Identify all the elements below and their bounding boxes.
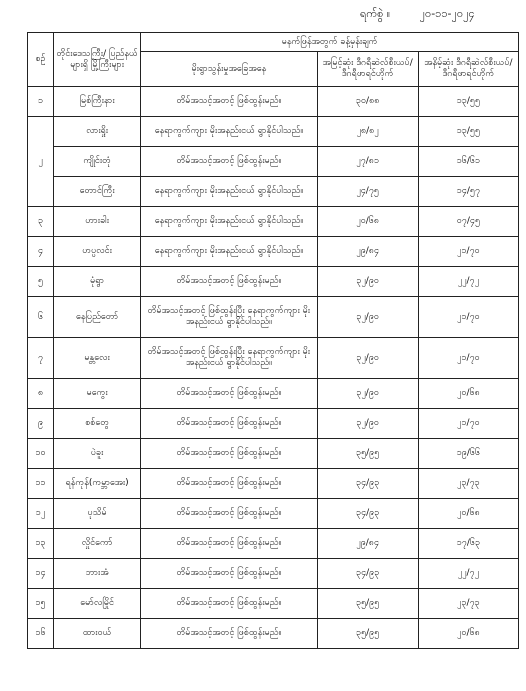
min-temp-cell: ၂၀/၆၈	[418, 619, 518, 649]
rain-condition-cell: နေရာကွက်ကျား မိုးအနည်းငယ် ရွာနိုင်ပါသည်။	[141, 117, 317, 147]
max-temp-cell: ၃၄/၉၃	[317, 499, 418, 529]
serial-no-cell: ၉	[28, 409, 54, 439]
city-cell: မကွေး	[54, 379, 141, 409]
rain-condition-cell: တိမ်အသင့်အတင့် ဖြစ်ထွန်းမည်။	[141, 439, 317, 469]
max-temp-cell: ၃၅/၉၅	[317, 619, 418, 649]
max-temp-cell: ၃၅/၉၅	[317, 589, 418, 619]
date-line	[360, 7, 520, 23]
serial-no-cell: ၃	[28, 207, 54, 237]
serial-no-cell: ၂	[28, 117, 54, 207]
table-row	[28, 117, 519, 147]
serial-no-cell: ၈	[28, 379, 54, 409]
rain-condition-cell: တိမ်အသင့်အတင့် ဖြစ်ထွန်းမည်။	[141, 147, 317, 177]
date-value: ၂၀-၁၁-၂၀၂၄	[419, 7, 475, 20]
table-row	[28, 619, 519, 649]
table-row	[28, 499, 519, 529]
rain-condition-cell: တိမ်အသင့်အတင့် ဖြစ်ထွန်းမည်။	[141, 87, 317, 117]
table-row	[28, 469, 519, 499]
table-row	[28, 207, 519, 237]
rain-condition-cell: တိမ်အသင့်အတင့် ဖြစ်ထွန်းပြီး နေရာကွက်ကျား မိုးအနည်းငယ် ရွာနိုင်ပါသည်။	[141, 338, 317, 379]
header-max-temp: အမြင့်ဆုံး ဒီဂရီဆဲလ်စီးယပ်/ ဒီဂရီဖာရင်ဟိုက်	[317, 52, 418, 87]
header-serial-no: စဉ်	[28, 33, 54, 87]
rain-condition-cell: တိမ်အသင့်အတင့် ဖြစ်ထွန်းမည်။	[141, 469, 317, 499]
table-row	[28, 529, 519, 559]
serial-no-cell: ၇	[28, 338, 54, 379]
header-rain-condition: မိုးရွာသွန်းမှုအခြေအနေ	[141, 52, 317, 87]
max-temp-cell: ၂၉/၈၄	[317, 529, 418, 559]
min-temp-cell: ၁၄/၅၇	[418, 177, 518, 207]
max-temp-cell: ၂၇/၈၁	[317, 147, 418, 177]
min-temp-cell: ၁၃/၅၅	[418, 87, 518, 117]
max-temp-cell: ၃၂/၉၀	[317, 297, 418, 338]
serial-no-cell: ၁၅	[28, 589, 54, 619]
max-temp-cell: ၂၈/၈၂	[317, 117, 418, 147]
city-cell: မော်လမြိုင်	[54, 589, 141, 619]
city-cell: မုံရွာ	[54, 267, 141, 297]
header-forecast-group: မနက်ဖြန်အတွက် ခန့်မှန်းချက်	[141, 33, 519, 52]
max-temp-cell: ၃၀/၈၈	[317, 87, 418, 117]
table-row	[28, 177, 519, 207]
max-temp-cell: ၂၄/၇၅	[317, 177, 418, 207]
min-temp-cell: ၂၁/၇၀	[418, 237, 518, 267]
rain-condition-cell: တိမ်အသင့်အတင့် ဖြစ်ထွန်းမည်။	[141, 409, 317, 439]
serial-no-cell: ၅	[28, 267, 54, 297]
header-min-temp: အနိမ့်ဆုံး ဒီဂရီဆဲလ်စီးယပ်/ ဒီဂရီဖာရင်ဟိုက်	[418, 52, 518, 87]
min-temp-cell: ၂၁/၇၀	[418, 297, 518, 338]
date-label: ရက်စွဲ ။	[360, 7, 391, 20]
min-temp-cell: ၁၇/၆၃	[418, 529, 518, 559]
max-temp-cell: ၃၄/၉၃	[317, 469, 418, 499]
min-temp-cell: ၂၃/၇၃	[418, 589, 518, 619]
rain-condition-cell: နေရာကွက်ကျား မိုးအနည်းငယ် ရွာနိုင်ပါသည်။	[141, 177, 317, 207]
min-temp-cell: ၂၂/၇၂	[418, 559, 518, 589]
serial-no-cell: ၁	[28, 87, 54, 117]
rain-condition-cell: တိမ်အသင့်အတင့် ဖြစ်ထွန်းမည်။	[141, 529, 317, 559]
serial-no-cell: ၄	[28, 237, 54, 267]
max-temp-cell: ၂၀/၆၈	[317, 207, 418, 237]
city-cell: မန္တလေး	[54, 338, 141, 379]
header-city: တိုင်းဒေသကြီး/ ပြည်နယ်များရှိ မြို့ကြီးများ	[54, 33, 141, 87]
table-row	[28, 297, 519, 338]
max-temp-cell: ၃၂/၉၀	[317, 267, 418, 297]
city-cell: ရန်ကုန်(ကမ္ဘာအေး)	[54, 469, 141, 499]
table-row	[28, 237, 519, 267]
max-temp-cell: ၃၂/၉၀	[317, 379, 418, 409]
city-cell: ပဲခူး	[54, 439, 141, 469]
rain-condition-cell: တိမ်အသင့်အတင့် ဖြစ်ထွန်းမည်။	[141, 619, 317, 649]
rain-condition-cell: တိမ်အသင့်အတင့် ဖြစ်ထွန်းမည်။	[141, 499, 317, 529]
min-temp-cell: ၂၀/၆၈	[418, 379, 518, 409]
max-temp-cell: ၃၅/၉၅	[317, 439, 418, 469]
rain-condition-cell: တိမ်အသင့်အတင့် ဖြစ်ထွန်းမည်။	[141, 379, 317, 409]
serial-no-cell: ၁၁	[28, 469, 54, 499]
table-row	[28, 87, 519, 117]
table-row	[28, 379, 519, 409]
rain-condition-cell: တိမ်အသင့်အတင့် ဖြစ်ထွန်းပြီး နေရာကွက်ကျား မိုးအနည်းငယ် ရွာနိုင်ပါသည်။	[141, 297, 317, 338]
min-temp-cell: ၁၉/၆၆	[418, 439, 518, 469]
city-cell: ကျိုင်းတုံ	[54, 147, 141, 177]
serial-no-cell: ၆	[28, 297, 54, 338]
city-cell: လားရှိုး	[54, 117, 141, 147]
table-row	[28, 439, 519, 469]
table-row	[28, 147, 519, 177]
serial-no-cell: ၁၆	[28, 619, 54, 649]
city-cell: ဘားအံ	[54, 559, 141, 589]
city-cell: စစ်တွေ	[54, 409, 141, 439]
min-temp-cell: ၂၃/၇၃	[418, 469, 518, 499]
city-cell: မြစ်ကြီးနား	[54, 87, 141, 117]
min-temp-cell: ၁၆/၆၁	[418, 147, 518, 177]
rain-condition-cell: နေရာကွက်ကျား မိုးအနည်းငယ် ရွာနိုင်ပါသည်။	[141, 207, 317, 237]
city-cell: ထားဝယ်	[54, 619, 141, 649]
rain-condition-cell: နေရာကွက်ကျား မိုးအနည်းငယ် ရွာနိုင်ပါသည်။	[141, 237, 317, 267]
max-temp-cell: ၃၄/၉၃	[317, 559, 418, 589]
rain-condition-cell: တိမ်အသင့်အတင့် ဖြစ်ထွန်းမည်။	[141, 559, 317, 589]
min-temp-cell: ၂၀/၆၈	[418, 499, 518, 529]
forecast-table-body	[28, 87, 519, 649]
city-cell: တောင်ကြီး	[54, 177, 141, 207]
table-row	[28, 267, 519, 297]
city-cell: ဟားခါး	[54, 207, 141, 237]
table-row	[28, 559, 519, 589]
table-row	[28, 338, 519, 379]
city-cell: နေပြည်တော်	[54, 297, 141, 338]
city-cell: ဟပ္ပလင်း	[54, 237, 141, 267]
max-temp-cell: ၃၂/၉၀	[317, 338, 418, 379]
city-cell: ပုသိမ်	[54, 499, 141, 529]
min-temp-cell: ၂၂/၇၂	[418, 267, 518, 297]
min-temp-cell: ၂၁/၇၀	[418, 338, 518, 379]
max-temp-cell: ၃၂/၉၀	[317, 409, 418, 439]
min-temp-cell: ၀၇/၄၅	[418, 207, 518, 237]
serial-no-cell: ၁၃	[28, 529, 54, 559]
forecast-table	[27, 32, 519, 649]
max-temp-cell: ၂၉/၈၄	[317, 237, 418, 267]
serial-no-cell: ၁၀	[28, 439, 54, 469]
rain-condition-cell: တိမ်အသင့်အတင့် ဖြစ်ထွန်းမည်။	[141, 589, 317, 619]
table-row	[28, 589, 519, 619]
min-temp-cell: ၁၃/၅၅	[418, 117, 518, 147]
serial-no-cell: ၁၄	[28, 559, 54, 589]
rain-condition-cell: တိမ်အသင့်အတင့် ဖြစ်ထွန်းမည်။	[141, 267, 317, 297]
table-row	[28, 409, 519, 439]
city-cell: လှိုင်ကော်	[54, 529, 141, 559]
min-temp-cell: ၂၁/၇၀	[418, 409, 518, 439]
serial-no-cell: ၁၂	[28, 499, 54, 529]
